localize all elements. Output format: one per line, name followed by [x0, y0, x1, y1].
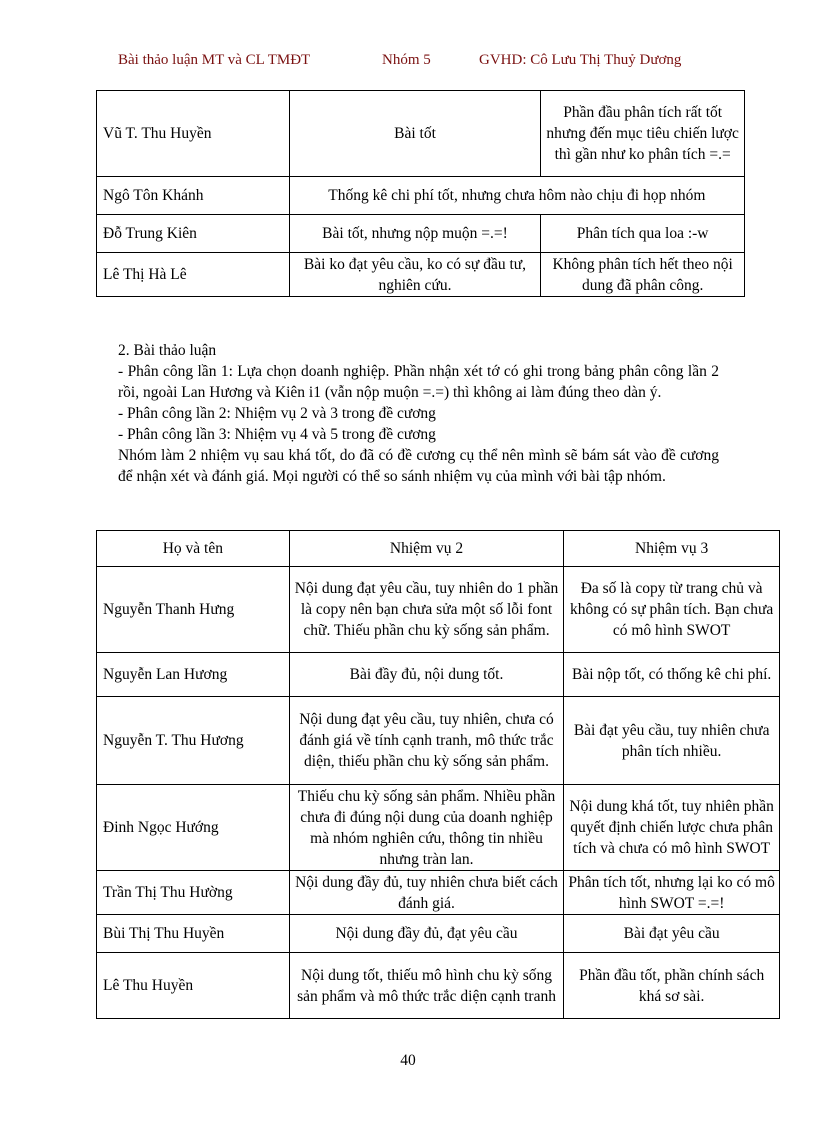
- task3-comment: Nội dung khá tốt, tuy nhiên phần quyết định chiến lược chưa phân tích và chưa có mô hình SWOT: [564, 785, 780, 871]
- member-name: Trần Thị Thu Hường: [97, 871, 290, 915]
- task3-comment: Bài đạt yêu cầu, tuy nhiên chưa phân tích nhiều.: [564, 697, 780, 785]
- task2-comment: Nội dung tốt, thiếu mô hình chu kỳ sống sản phẩm và mô thức trắc diện cạnh tranh: [289, 953, 564, 1019]
- table-row: [97, 177, 745, 215]
- table-row: [97, 567, 780, 653]
- table-row: [97, 697, 780, 785]
- table-row: [97, 871, 780, 915]
- task2-comment: Nội dung đầy đủ, tuy nhiên chưa biết cách đánh giá.: [289, 871, 564, 915]
- member-name: Bùi Thị Thu Huyền: [97, 915, 290, 953]
- evaluation-table-1: [96, 90, 745, 297]
- task2-comment: Nội dung đạt yêu cầu, tuy nhiên do 1 phần là copy nên bạn chưa sửa một số lỗi font chữ. Thiếu phần chu kỳ sống sản phẩm.: [289, 567, 564, 653]
- merged-comment: Thống kê chi phí tốt, nhưng chưa hôm nào chịu đi họp nhóm: [289, 177, 744, 215]
- task2-comment: Nội dung đầy đủ, đạt yêu cầu: [289, 915, 564, 953]
- section-paragraph: - Phân công lần 1: Lựa chọn doanh nghiệp. Phần nhận xét tớ có ghi trong bảng phân công lần 2 rồi, ngoài Lan Hương và Kiên i1 (vẫn nộp muộn =.=) thì không ai làm đúng theo dàn ý.: [118, 363, 719, 401]
- member-name: Lê Thu Huyền: [97, 953, 290, 1019]
- evaluation-table-2: [96, 530, 780, 1019]
- task3-comment: Bài nộp tốt, có thống kê chi phí.: [564, 653, 780, 697]
- member-name: Đinh Ngọc Hướng: [97, 785, 290, 871]
- section-paragraph: - Phân công lần 2: Nhiệm vụ 2 và 3 trong đề cương: [118, 405, 436, 422]
- table-row: [97, 91, 745, 177]
- member-name: Vũ T. Thu Huyền: [97, 91, 290, 177]
- task3-comment: Phần đầu tốt, phần chính sách khá sơ sài.: [564, 953, 780, 1019]
- header-group: Nhóm 5: [382, 52, 431, 68]
- column-header-task2: Nhiệm vụ 2: [289, 531, 564, 567]
- task2-comment: Nội dung đạt yêu cầu, tuy nhiên, chưa có đánh giá về tính cạnh tranh, mô thức trắc diện, thiếu phần chu kỳ sống sản phẩm.: [289, 697, 564, 785]
- section-title: 2. Bài thảo luận: [118, 342, 217, 359]
- table-row: [97, 785, 780, 871]
- task3-comment: Phần đầu phân tích rất tốt nhưng đến mục tiêu chiến lược thì gần như ko phân tích =.=: [541, 91, 745, 177]
- task3-comment: Đa số là copy từ trang chủ và không có sự phân tích. Bạn chưa có mô hình SWOT: [564, 567, 780, 653]
- member-name: Nguyễn Thanh Hưng: [97, 567, 290, 653]
- table-row: [97, 915, 780, 953]
- page-number: 40: [400, 1052, 416, 1069]
- discussion-section: [118, 340, 719, 487]
- task2-comment: Bài ko đạt yêu cầu, ko có sự đầu tư, nghiên cứu.: [289, 253, 541, 297]
- member-name: Nguyễn Lan Hương: [97, 653, 290, 697]
- header-teacher: GVHD: Cô Lưu Thị Thuỷ Dương: [479, 52, 682, 68]
- member-name: Nguyễn T. Thu Hương: [97, 697, 290, 785]
- section-paragraph: Nhóm làm 2 nhiệm vụ sau khá tốt, do đã có đề cương cụ thể nên mình sẽ bám sát vào đề cương để nhận xét và đánh giá. Mọi người có thể so sánh nhiệm vụ của mình với bài tập nhóm.: [118, 447, 719, 485]
- section-paragraph: - Phân công lần 3: Nhiệm vụ 4 và 5 trong đề cương: [118, 426, 436, 443]
- page-header: [0, 52, 816, 74]
- table-row: [97, 953, 780, 1019]
- table-header-row: [97, 531, 780, 567]
- task2-comment: Thiếu chu kỳ sống sản phẩm. Nhiều phần chưa đi đúng nội dung của doanh nghiệp mà nhóm nghiên cứu, thông tin nhiều nhưng tràn lan.: [289, 785, 564, 871]
- task2-comment: Bài tốt: [289, 91, 541, 177]
- task3-comment: Bài đạt yêu cầu: [564, 915, 780, 953]
- member-name: Đỗ Trung Kiên: [97, 215, 290, 253]
- table-row: [97, 215, 745, 253]
- member-name: Lê Thị Hà Lê: [97, 253, 290, 297]
- member-name: Ngô Tôn Khánh: [97, 177, 290, 215]
- task3-comment: Không phân tích hết theo nội dung đã phân công.: [541, 253, 745, 297]
- column-header-name: Họ và tên: [97, 531, 290, 567]
- task3-comment: Phân tích qua loa :-w: [541, 215, 745, 253]
- task2-comment: Bài tốt, nhưng nộp muộn =.=!: [289, 215, 541, 253]
- task2-comment: Bài đầy đủ, nội dung tốt.: [289, 653, 564, 697]
- task3-comment: Phân tích tốt, nhưng lại ko có mô hình SWOT =.=!: [564, 871, 780, 915]
- header-course: Bài thảo luận MT và CL TMĐT: [118, 52, 311, 68]
- table-row: [97, 253, 745, 297]
- table-row: [97, 653, 780, 697]
- column-header-task3: Nhiệm vụ 3: [564, 531, 780, 567]
